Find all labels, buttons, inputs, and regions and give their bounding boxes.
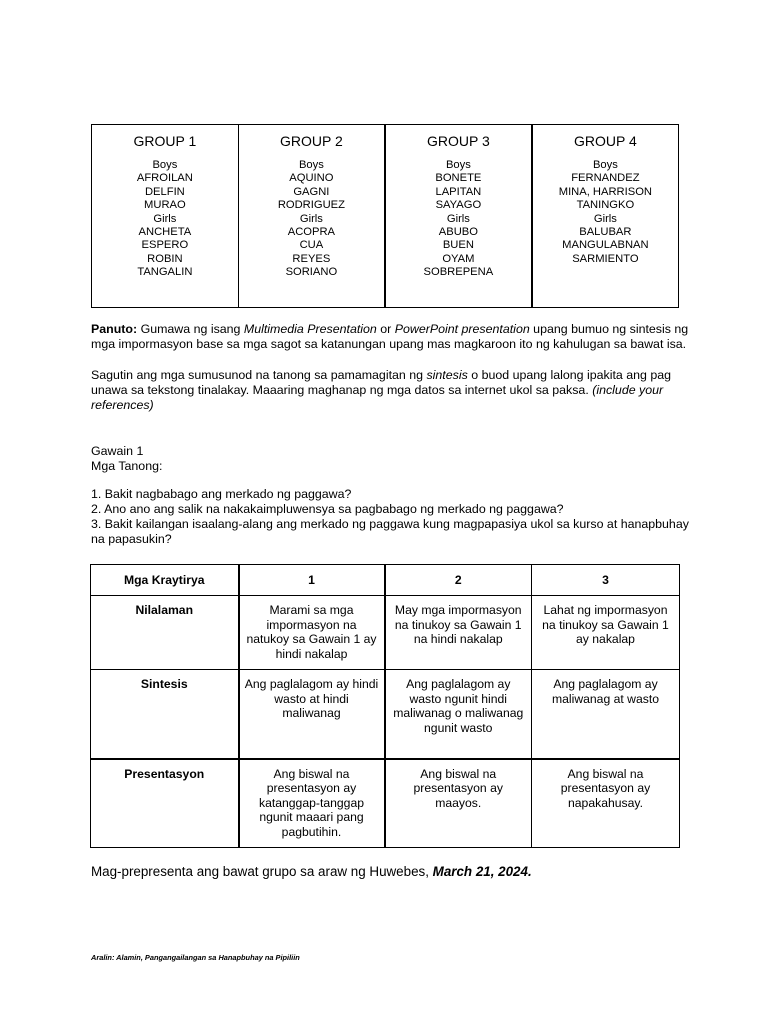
rubric-criterion: Nilalaman <box>91 596 239 670</box>
group-member: Boys <box>445 159 471 171</box>
group-member: Girls <box>153 212 177 225</box>
question-list <box>91 487 691 547</box>
group-member: TANINGKO <box>576 199 635 212</box>
group-member: ANCHETA <box>138 226 192 239</box>
group-member: AQUINO <box>289 172 334 185</box>
rubric-cell: Lahat ng impormasyon na tinukoy sa Gawain 1 ay nakalap <box>532 596 680 670</box>
presentation-text: Mag-prepresenta ang bawat grupo sa araw ng Huwebes, <box>91 864 433 879</box>
group-member: Boys <box>298 159 324 171</box>
instructions-label: Panuto: <box>91 322 138 336</box>
group-2-cell <box>238 125 385 308</box>
group-member: BUEN <box>442 239 474 252</box>
group-member: TANGALIN <box>137 266 193 279</box>
group-member: OYAM <box>442 252 475 265</box>
group-member: CUA <box>299 239 324 252</box>
rubric-header: 2 <box>385 565 532 596</box>
rubric-criterion: Sintesis <box>91 670 239 759</box>
rubric-cell: Marami sa mga impormasyon na natukoy sa Gawain 1 ay hindi nakalap <box>239 596 385 670</box>
group-member: SAYAGO <box>435 199 482 212</box>
rubric-cell: Ang paglalagom ay wasto ngunit hindi maliwanag o maliwanag ngunit wasto <box>385 670 532 759</box>
group-member: FERNANDEZ <box>571 172 640 185</box>
instructions-paragraph-1 <box>91 322 691 352</box>
instructions-emphasis: Multimedia Presentation <box>243 322 377 336</box>
rubric-cell: Ang paglalagom ay hindi wasto at hindi maliwanag <box>239 670 385 759</box>
groups-table <box>91 124 679 308</box>
instructions-paragraph-2 <box>91 368 691 413</box>
group-member: MURAO <box>144 199 186 212</box>
group-member: DELFIN <box>144 185 185 198</box>
footer-lesson-title: Aralin: Alamin, Pangangailangan sa Hanapbuhay na Pipiliin <box>91 953 300 962</box>
group-member: SOBREPENA <box>423 266 494 279</box>
group-member: ACOPRA <box>287 226 335 239</box>
rubric-cell: Ang biswal na presentasyon ay maayos. <box>385 759 532 848</box>
rubric-header: Mga Kraytirya <box>91 565 239 596</box>
group-member: LAPITAN <box>435 185 482 198</box>
activity-subtitle: Mga Tanong: <box>91 459 163 473</box>
group-1-cell <box>92 125 239 308</box>
question-item: 2. Ano ano ang salik na nakakaimpluwensya sa pagbabago ng merkado ng paggawa? <box>91 502 564 516</box>
group-member: Boys <box>592 159 618 171</box>
activity-heading <box>91 444 691 474</box>
presentation-note <box>91 864 532 880</box>
group-member: REYES <box>292 252 331 265</box>
instructions-emphasis: PowerPoint presentation <box>394 322 530 336</box>
rubric-header: 1 <box>239 565 385 596</box>
group-member: ROBIN <box>147 252 183 265</box>
group-member: ABUBO <box>438 226 478 239</box>
rubric-cell: Ang biswal na presentasyon ay katanggap-tanggap ngunit maaari pang pagbutihin. <box>239 759 385 848</box>
group-member: AFROILAN <box>136 172 193 185</box>
references-note: (include your references) <box>91 383 664 412</box>
rubric-header: 3 <box>532 565 680 596</box>
group-member: Girls <box>299 212 323 225</box>
instructions-text: or <box>376 322 395 336</box>
rubric-criterion: Presentasyon <box>91 759 239 848</box>
group-member: Boys <box>152 159 178 171</box>
instructions-text: o buod upang lalong ipakita ang pag unawa sa tekstong tinalakay. Maaaring maghanap ng mga datos sa internet ukol sa paksa. <box>91 368 672 397</box>
activity-title: Gawain 1 <box>91 444 144 458</box>
group-member: ESPERO <box>141 239 189 252</box>
group-member: MANGULABNAN <box>562 239 649 252</box>
presentation-date: March 21, 2024. <box>432 864 532 879</box>
group-title: GROUP 1 <box>133 133 197 149</box>
group-member: GAGNI <box>293 185 330 198</box>
rubric-cell: Ang biswal na presentasyon ay napakahusay. <box>532 759 680 848</box>
instructions-text: Sagutin ang mga sumusunod na tanong sa pamamagitan ng <box>91 368 427 382</box>
group-member: Girls <box>446 212 470 225</box>
rubric-table <box>90 564 680 848</box>
group-member: RODRIGUEZ <box>277 199 345 212</box>
instructions-emphasis: sintesis <box>426 368 468 382</box>
instructions-text: Gumawa ng isang <box>137 322 244 336</box>
group-member: MINA, HARRISON <box>558 185 652 198</box>
group-title: GROUP 2 <box>279 133 343 149</box>
group-member: SARMIENTO <box>572 252 639 265</box>
group-member: Girls <box>593 212 617 225</box>
question-item: 1. Bakit nagbabago ang merkado ng paggawa? <box>91 487 352 501</box>
rubric-cell: May mga impormasyon na tinukoy sa Gawain 1 na hindi nakalap <box>385 596 532 670</box>
rubric-cell: Ang paglalagom ay maliwanag at wasto <box>532 670 680 759</box>
group-title: GROUP 4 <box>573 133 637 149</box>
group-member: BALUBAR <box>579 226 632 239</box>
group-member: SORIANO <box>285 266 338 279</box>
group-title: GROUP 3 <box>426 133 490 149</box>
group-4-cell <box>532 125 679 308</box>
group-member: BONETE <box>435 172 482 185</box>
instructions-text: upang bumuo ng sintesis ng mga impormasyon base sa mga sagot sa katanungan upang mas magkaroon ito ng kahulugan sa bawat isa. <box>91 322 689 351</box>
question-item: 3. Bakit kailangan isaalang-alang ang merkado ng paggawa kung magpapasiya ukol sa kurso at hanapbuhay na papasukin? <box>91 517 689 546</box>
group-3-cell <box>385 125 532 308</box>
